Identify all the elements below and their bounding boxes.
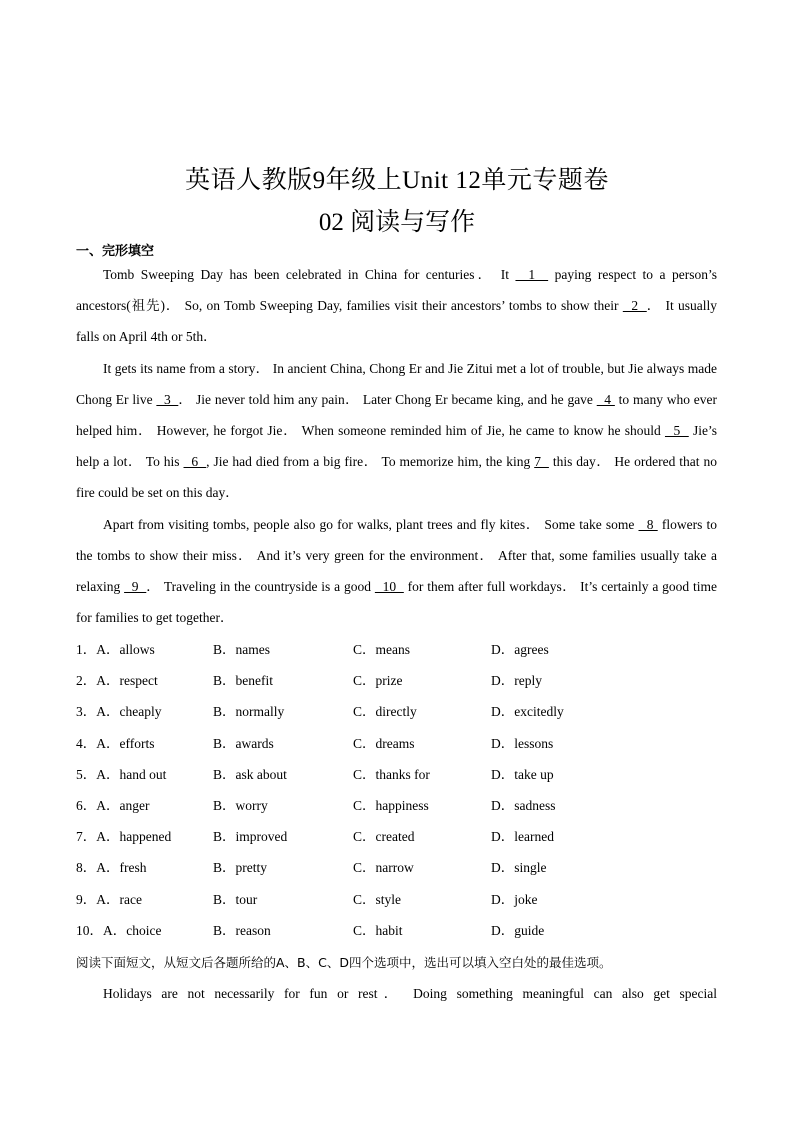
passage-paragraph-2: It gets its name from a story． In ancient China, Chong Er and Jie Zitui met a lot of trouble, but Jie always made Chong Er live 3 ． Jie never told him any pain． Later Chong Er became king, and he gave 4 to many who ever helped him． However, he forgot Jie． When someone reminded him of Jie, he came to know he should 5 Jie’s help a lot． To his 6 , Jie had died from a big fire． To memorize him, the king 7 this day． He ordered that no fire could be set on this day． xyxy=(76,360,718,501)
option-d: D．guide xyxy=(491,922,545,938)
blank-2: 2 xyxy=(622,298,647,314)
passage-2-first-line: Holidays are not necessarily for fun or rest． Doing something meaningful can also get special xyxy=(103,986,717,1001)
blank-9: 9 xyxy=(124,579,147,595)
option-a: 10．A．choice xyxy=(76,922,162,938)
option-c: C．style xyxy=(353,891,402,907)
option-a: 2．A．respect xyxy=(76,673,158,689)
section-heading-cloze: 一、完形填空 xyxy=(76,244,155,259)
blank-3: 3 xyxy=(156,391,179,407)
option-a: 7．A．happened xyxy=(76,829,172,845)
option-c: C．habit xyxy=(353,922,403,938)
option-b: B．benefit xyxy=(213,673,273,689)
blank-6: 6 xyxy=(183,454,207,470)
option-d: D．lessons xyxy=(491,735,554,751)
option-a: 1．A．allows xyxy=(76,642,155,657)
option-d: D．excitedly xyxy=(491,704,564,720)
reading-instruction: 阅读下面短文，从短文后各题所给的A、B、C、D四个选项中，选出可以填入空白处的最佳选项。 xyxy=(76,955,612,970)
option-b: B．improved xyxy=(213,829,288,845)
option-d: D．take up xyxy=(491,766,554,782)
option-a: 5．A．hand out xyxy=(76,766,167,782)
cloze-passage xyxy=(76,259,717,633)
option-d: D．joke xyxy=(491,891,538,907)
blank-5: 5 xyxy=(664,423,689,439)
option-b: B．worry xyxy=(213,797,268,813)
option-d: D．sadness xyxy=(491,797,556,813)
option-c: C．directly xyxy=(353,704,417,720)
page-title: 英语人教版9年级上Unit 12单元专题卷 xyxy=(185,167,609,194)
option-c: C．prize xyxy=(353,673,403,689)
option-c: C．narrow xyxy=(353,860,414,876)
option-b: B．names xyxy=(213,642,270,657)
blank-1: 1 xyxy=(515,267,549,282)
page-subtitle: 02 阅读与写作 xyxy=(318,209,476,236)
option-b: B．awards xyxy=(213,735,274,751)
option-d: D．agrees xyxy=(491,642,549,657)
option-b: B．normally xyxy=(213,704,285,720)
blank-7: 7 xyxy=(534,454,549,470)
blank-10: 10 xyxy=(374,579,404,595)
passage-paragraph-3: Apart from visiting tombs, people also go for walks, plant trees and fly kites． Some take some 8 flowers to the tombs to show their miss． And it’s very green for the environment． After that, some families usually take a relaxing 9 ． Traveling in the countryside is a good 10 for them after full workdays． It’s certainly a good time for families to get together． xyxy=(76,516,718,626)
option-b: B．ask about xyxy=(213,766,287,782)
blank-8: 8 xyxy=(638,516,658,532)
option-a: 3．A．cheaply xyxy=(76,704,162,720)
option-c: C．means xyxy=(353,642,410,657)
option-c: C．thanks for xyxy=(353,766,430,782)
option-a: 6．A．anger xyxy=(76,797,150,813)
passage-paragraph-1: Tomb Sweeping Day has been celebrated in China for centuries． It 1 paying respect to a person’s ancestors(祖先)． So, on Tomb Sweeping Day, families visit their ancestors’ tombs to show their 2 ． It usually falls on April 4th or 5th． xyxy=(76,267,718,345)
option-d: D．reply xyxy=(491,673,542,689)
option-b: B．pretty xyxy=(213,860,267,876)
option-b: B．tour xyxy=(213,891,258,907)
option-c: C．happiness xyxy=(353,797,429,813)
option-d: D．learned xyxy=(491,829,554,845)
option-c: C．dreams xyxy=(353,735,415,751)
blank-4: 4 xyxy=(596,391,615,407)
option-a: 8．A．fresh xyxy=(76,860,147,876)
option-a: 4．A．efforts xyxy=(76,735,155,751)
option-d: D．single xyxy=(491,860,547,876)
option-a: 9．A．race xyxy=(76,891,142,907)
option-b: B．reason xyxy=(213,922,271,938)
option-c: C．created xyxy=(353,829,415,845)
